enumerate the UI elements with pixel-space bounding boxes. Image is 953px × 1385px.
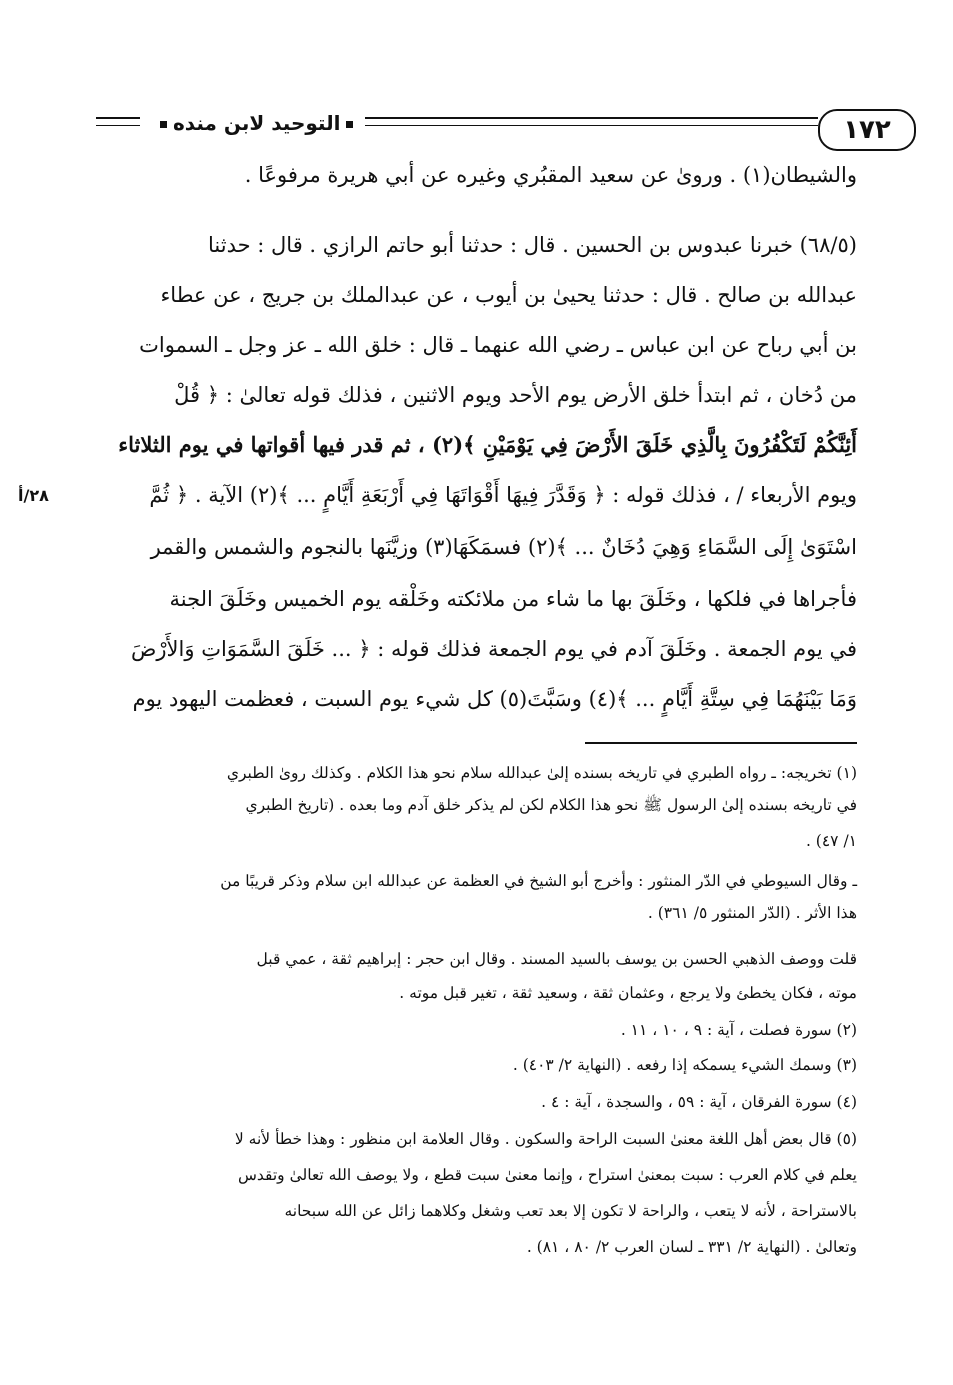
footnote-separator xyxy=(585,742,857,744)
body-line: عبدالله بن صالح . قال : حدثنا يحيىٰ بن أيوب ، عن عبدالملك بن جريج ، عن عطاء xyxy=(160,283,857,307)
footnote-line: (١) تخريجه: ـ رواه الطبري في تاريخه بسنده إلىٰ عبدالله سلام نحو هذا الكلام . وكذلك روىٰ الطبري xyxy=(226,764,857,782)
body-line: ويوم الأربعاء / ، فذلك قوله : ﴿ وَقَدَّرَ فِيهَا أَقْوَاتَهَا فِي أَرْبَعَةِ أَيَّامٍ ... ﴾(٢) الآية . ﴿ ثُمَّ xyxy=(149,483,857,507)
header-rule-middle-2 xyxy=(346,125,818,126)
body-line: في يوم الجمعة . وخَلَقَ آدم في يوم الجمعة فذلك قوله : ﴿ ... خَلَقَ السَّمَوَاتِ وَالأَرْضَ xyxy=(131,637,857,661)
footnote-line: يعلم في كلام العرب : سبت بمعنىٰ استراح ، وإنما معنىٰ سبت قطع ، ولا يوصف الله تعالىٰ وتقدس xyxy=(237,1166,857,1184)
margin-folio-note: ٢٨/أ xyxy=(18,486,49,505)
footnote-line: هذا الأثر . (الدّر المنثور ٥/ ٣٦١) . xyxy=(647,904,857,922)
page-number: ١٧٢ xyxy=(843,115,891,145)
body-line: اسْتَوَىٰ إِلَى السَّمَاءِ وَهِيَ دُخَانٌ ... ﴾(٢) فسمَكَهَا(٣) وزيَّنَها بالنجوم والشمس والقمر xyxy=(150,535,857,559)
footnote-line: (٢) سورة فصلت ، آية : ٩ ، ١٠ ، ١١ . xyxy=(620,1021,857,1039)
body-line: والشيطان(١) . وروىٰ عن سعيد المقبُري وغيره عن أبي هريرة مرفوعًا . xyxy=(244,163,857,187)
body-line: فأجراها في فلكها ، وخَلَقَ بها ما شاء من ملائكته وخَلْقه يوم الخميس وخَلَقَ الجنة xyxy=(169,587,857,611)
footnote-line: وتعالىٰ . (النهاية ٢/ ٣٣١ ـ لسان العرب ٢/ ٨٠ ، ٨١) . xyxy=(526,1238,857,1256)
footnote-line: ١/ ٤٧) . xyxy=(805,832,857,850)
page-header xyxy=(96,103,891,151)
footnote-line: موته ، فكان يخطئ ولا يرجع ، وعثمان ثقة ، وسعيد ثقة ، تغير قبل موته . xyxy=(399,984,857,1002)
header-rule-left xyxy=(96,117,140,119)
footnote-line: قلت ووصف الذهبي الحسن بن يوسف بالسيد المسند . وقال ابن حجر : إبراهيم ثقة ، عمي قبل xyxy=(256,950,857,968)
footnote-line: بالاستراحة ، لأنه لا يتعب ، والراحة لا تكون إلا بعد تعب وشغل وكلاهما زائل عن الله سبحانه xyxy=(284,1202,857,1220)
book-title: التوحيد لابن منده xyxy=(173,111,341,135)
body-line: بن أبي رباح عن ابن عباس ـ رضي الله عنهما ـ قال : خلق الله ـ عز وجل ـ السموات xyxy=(139,333,857,357)
body-line: أَئِنَّكُمْ لَتَكْفُرُونَ بِالَّذِي خَلَقَ الأَرْضَ فِي يَوْمَيْنِ ﴾(٢) ، ثم قدر فيها أقواتها في يوم الثلاثاء xyxy=(118,432,857,457)
footnote-line: (٤) سورة الفرقان ، آية : ٥٩ ، والسجدة ، آية : ٤ . xyxy=(541,1093,857,1111)
page-number-box xyxy=(818,109,916,151)
footnote-line: (٥) قال بعض أهل اللغة معنىٰ السبت الراحة والسكون . وقال العلامة ابن منظور : وهذا خطأ لأنه لا xyxy=(234,1130,857,1148)
footnote-line: (٣) وسمك الشيء يسمكه إذا رفعه . (النهاية ٢/ ٤٠٣) . xyxy=(512,1056,857,1074)
square-ornament-icon xyxy=(346,121,353,128)
footnote-line: ـ وقال السيوطي في الدّر المنثور : وأخرج أبو الشيخ في العظمة عن عبدالله ابن سلام وذكر قريبًا من xyxy=(220,872,857,890)
body-line: وَمَا بَيْنَهُمَا فِي سِتَّةِ أَيَّامٍ ... ﴾(٤) وسَبَّتَ(٥) كل شيء يوم السبت ، فعظمت اليهود يوم xyxy=(132,687,857,711)
book-title-wrap xyxy=(148,111,365,135)
body-line: من دُخان ، ثم ابتدأ خلق الأرض يوم الأحد ويوم الاثنين ، فذلك قوله تعالىٰ : ﴿ قُلْ xyxy=(174,383,857,407)
footnote-line: في تاريخه بسنده إلىٰ الرسول ﷺ نحو هذا الكلام لكن لم يذكر خلق آدم وما بعده . (تاريخ الطبري xyxy=(245,796,857,814)
body-line: (٦٨/٥) خبرنا عبدوس بن الحسين . قال : حدثنا أبو حاتم الرازي . قال : حدثنا xyxy=(208,233,857,257)
square-ornament-icon xyxy=(160,121,167,128)
header-rule-middle xyxy=(346,117,818,119)
header-rule-left-2 xyxy=(96,125,140,126)
main-text xyxy=(95,158,857,738)
